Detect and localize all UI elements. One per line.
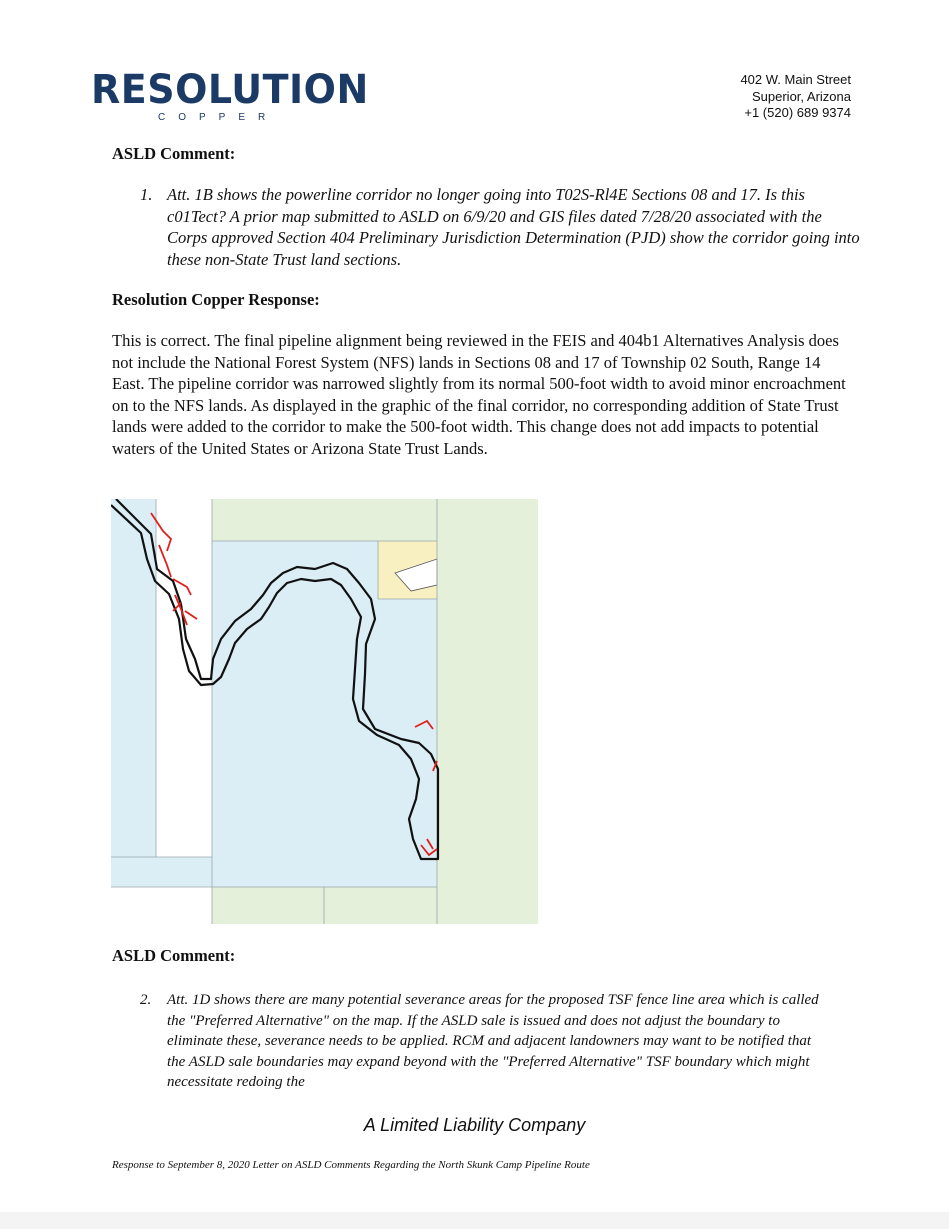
resolution-copper-logo [91, 66, 369, 123]
item-text: Att. 1B shows the powerline corridor no longer going into T02S-Rl4E Sections 08 and 17. Is this c01Tect? A prior map submitted to ASLD on 6/9/20 and GIS files dated 7/28/20 associated with the Corps approved Section 404 Preliminary Jurisdiction Determination (PJD) show the corridor going into these non-State Trust land sections. [167, 185, 860, 269]
address-city: Superior, Arizona [751, 88, 851, 104]
address-phone: +1 (520) 689 9374 [744, 105, 851, 120]
map-graphic [111, 499, 538, 924]
item-text: Att. 1D shows there are many potential severance areas for the proposed TSF fence line area which is called the "Preferred Alternative" on the map. If the ASLD sale is issued and does not adjust the boundary to eliminate these, severance needs to be applied. RCM and adjacent landowners may want to be notified that the ASLD sale boundaries may expand beyond with the "Preferred Alternative" TSF boundary which might necessitate redoing the [167, 992, 819, 1090]
address-street: 402 W. Main Street [740, 72, 851, 87]
footer-company-type: A Limited Liability Company [363, 1115, 586, 1135]
item-number: 1. [140, 185, 153, 204]
company-address [740, 72, 851, 122]
pipeline-corridor-map [111, 499, 538, 924]
logo-wordmark: RESOLUTION [91, 66, 369, 113]
asld-comment-item-1 [140, 184, 860, 270]
footer-document-title: Response to September 8, 2020 Letter on ASLD Comments Regarding the North Skunk Camp Pipeline Route [112, 1159, 590, 1171]
item-number: 2. [140, 992, 152, 1008]
page-bottom-edge [0, 1212, 949, 1229]
response-paragraph: This is correct. The final pipeline alignment being reviewed in the FEIS and 404b1 Alternatives Analysis does not include the National Forest System (NFS) lands in Sections 08 and 17 of Township 02 South, Range 14 East. The pipeline corridor was narrowed slightly from its normal 500-foot width to avoid minor encroachment on to the NFS lands. As displayed in the graphic of the final corridor, no corresponding addition of State Trust lands were added to the corridor to make the 500-foot width. This change does not add impacts to potential waters of the United States or Arizona State Trust Lands. [112, 331, 846, 458]
asld-comment-heading-1: ASLD Comment: [112, 144, 236, 163]
asld-comment-heading-2: ASLD Comment: [112, 946, 236, 965]
logo-subtitle: COPPER [158, 112, 279, 123]
asld-comment-item-2 [140, 990, 830, 1093]
response-heading: Resolution Copper Response: [112, 290, 320, 309]
